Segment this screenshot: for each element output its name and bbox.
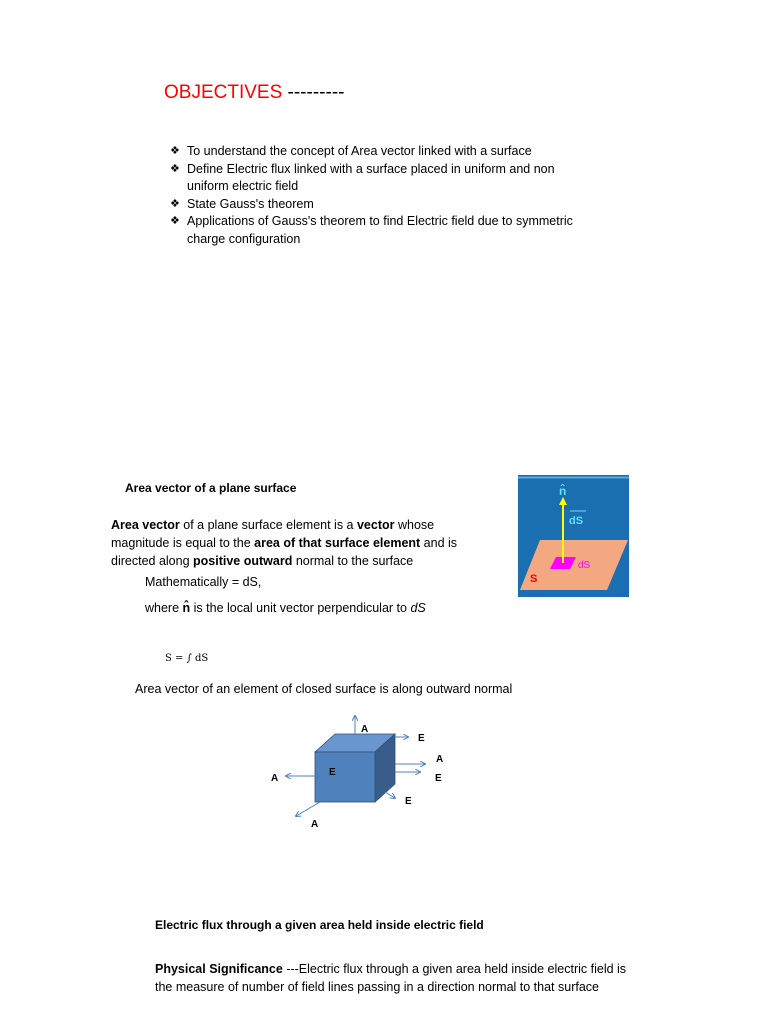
label-top-a: A xyxy=(361,724,369,735)
diamond-bullet-icon: ❖ xyxy=(170,197,180,210)
electric-flux-heading: Electric flux through a given area held inside electric field xyxy=(155,918,484,932)
objective-text: To understand the concept of Area vector linked with a surface xyxy=(187,144,532,158)
objective-text: State Gauss's theorem xyxy=(187,196,314,211)
objective-item xyxy=(170,143,590,161)
objective-item xyxy=(170,161,590,196)
label-bottom-e: E xyxy=(405,796,412,807)
integral-formula: S = ∫ dS xyxy=(165,653,209,664)
physical-significance xyxy=(155,961,635,996)
def-text: whose magnitude is equal to the xyxy=(111,518,435,550)
plane-surface-figure xyxy=(518,475,629,597)
closed-surface-note: Area vector of an element of closed surface is along outward normal xyxy=(135,682,513,696)
bottom-area-arrow xyxy=(296,802,320,816)
diamond-bullet-icon: ❖ xyxy=(170,162,180,175)
cube-figure xyxy=(265,712,465,832)
bottom-field-arrow xyxy=(385,792,395,798)
objective-text: Define Electric flux linked with a surface placed in uniform and non uniform electric field xyxy=(187,161,555,193)
unit-normal-label: n̂ xyxy=(559,484,567,498)
objective-text: Applications of Gauss's theorem to find Electric field due to symmetric charge configuration xyxy=(187,214,573,246)
label-left-a: A xyxy=(271,773,279,784)
objective-item xyxy=(170,213,590,248)
label-face-e: E xyxy=(329,767,336,778)
mathematically-line: Mathematically = dS, xyxy=(145,575,262,589)
def-term: area of that surface element xyxy=(254,536,421,550)
objectives-dashes: --------- xyxy=(282,82,345,103)
label-bottom-a: A xyxy=(311,819,319,830)
objectives-list xyxy=(170,143,590,248)
area-vector-heading: Area vector of a plane surface xyxy=(125,481,297,495)
surface-s-label: S xyxy=(530,573,538,585)
def-text: normal to the surface xyxy=(292,554,414,568)
where-text: is the local unit vector perpendicular to xyxy=(190,601,411,615)
where-line xyxy=(145,599,435,617)
def-text: of a plane surface element is a xyxy=(179,518,357,532)
def-text: and is directed along xyxy=(111,536,458,568)
ds-patch-label: dS xyxy=(578,560,591,571)
label-right-e: E xyxy=(435,773,442,784)
ds-vector-label: dS xyxy=(569,515,584,527)
diamond-bullet-icon: ❖ xyxy=(170,215,180,227)
area-vector-definition xyxy=(111,516,491,570)
physical-significance-text: ---Electric flux through a given area held inside electric field is the measure of number of field lines passing in a direction normal to that surface xyxy=(155,962,627,994)
def-term: vector xyxy=(356,518,395,532)
def-term: Area vector xyxy=(111,518,180,532)
objectives-title xyxy=(164,82,344,104)
ds-symbol: dS xyxy=(410,601,426,615)
where-text: where xyxy=(145,601,183,615)
label-right-a: A xyxy=(436,754,444,765)
objectives-heading: OBJECTIVES xyxy=(164,82,283,103)
unit-vector-symbol: n̂ xyxy=(182,601,191,615)
objective-item xyxy=(170,196,590,214)
cube-front-face xyxy=(315,752,375,802)
def-term: positive outward xyxy=(193,554,293,568)
diamond-bullet-icon: ❖ xyxy=(170,145,180,157)
physical-significance-label: Physical Significance xyxy=(155,962,283,976)
label-top-e: E xyxy=(418,733,425,744)
